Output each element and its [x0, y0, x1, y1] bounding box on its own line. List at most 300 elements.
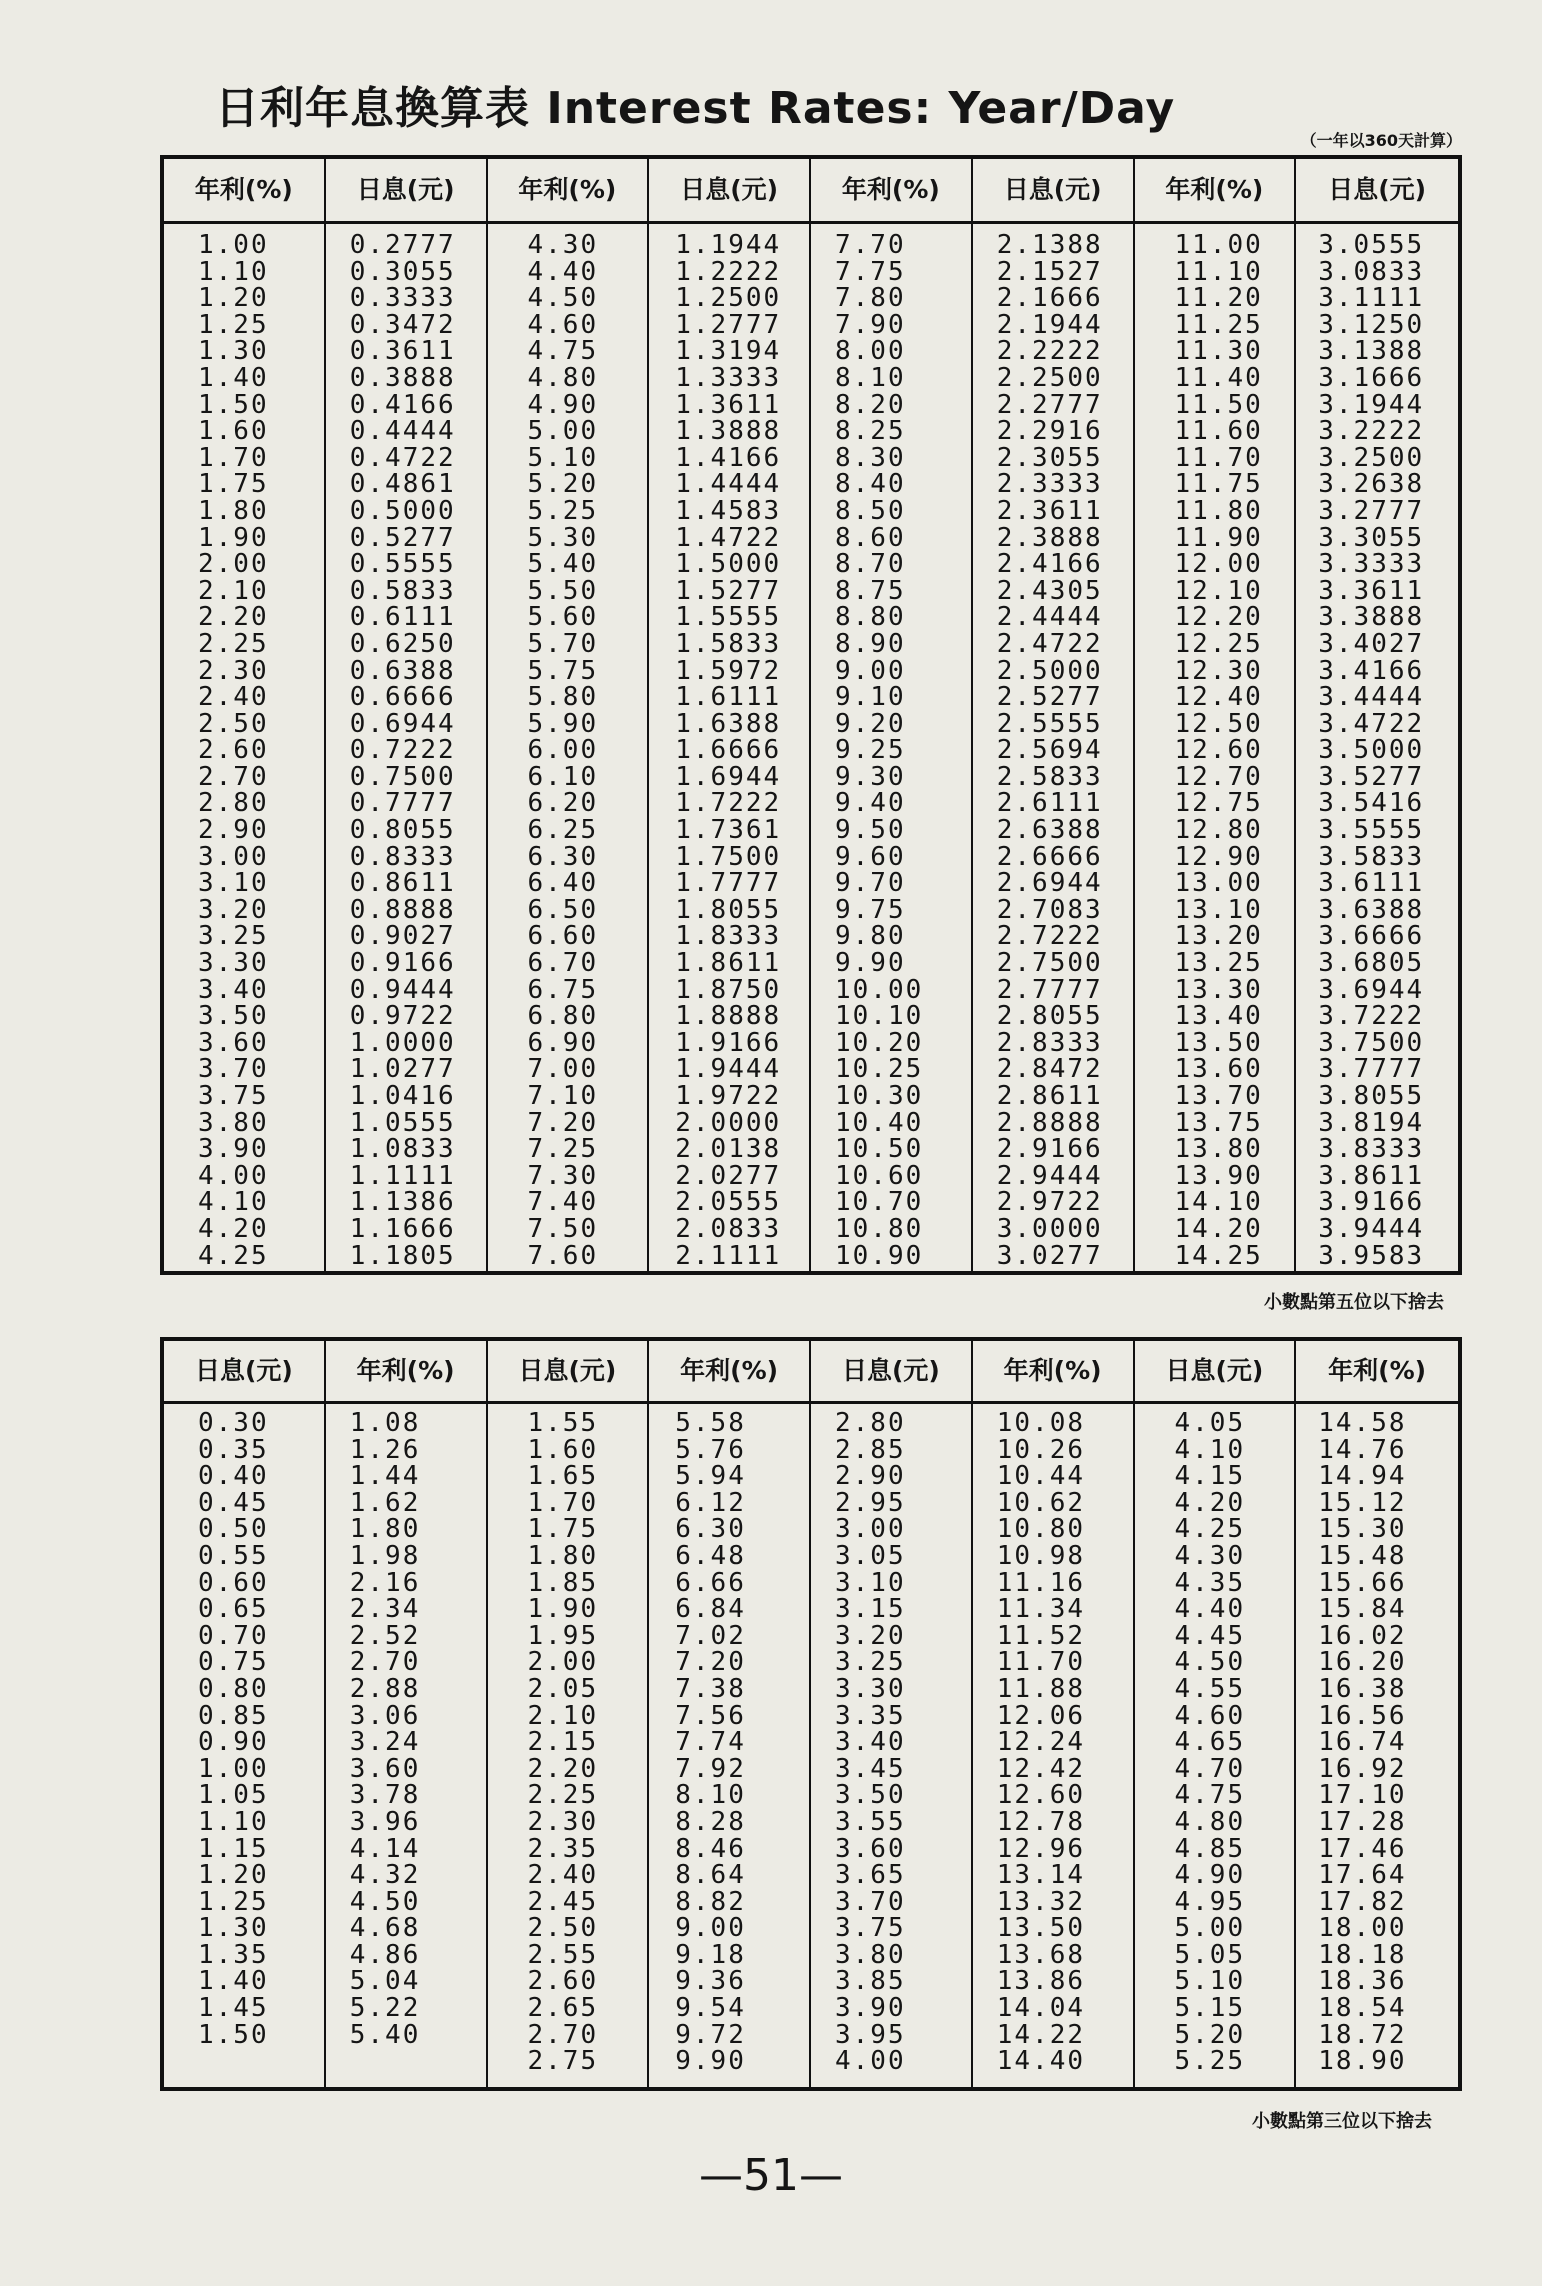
table-cell: 2.2777: [996, 389, 1103, 420]
table-cell: 10.10: [835, 1001, 924, 1032]
table-cell: 6.84: [675, 1594, 746, 1625]
table-cell: 6.80: [527, 1001, 599, 1032]
table-cell: 3.95: [835, 2019, 906, 2050]
table-cell: 13.32: [996, 1886, 1086, 1917]
table-cell: 18.72: [1318, 2019, 1407, 2050]
table-cell: 7.80: [835, 283, 906, 314]
table-cell: 16.02: [1318, 1620, 1407, 1651]
table-cell: 3.6944: [1318, 974, 1425, 1005]
table-cell: 4.95: [1174, 1886, 1246, 1917]
table-cell: 3.3611: [1318, 575, 1425, 606]
table-cell: 2.40: [527, 1860, 599, 1891]
table-cell: 3.7777: [1318, 1054, 1425, 1085]
table-cell: 1.5833: [675, 628, 782, 659]
table-cell: 16.56: [1318, 1700, 1407, 1731]
table-cell: 11.34: [996, 1594, 1086, 1625]
table-cell: 0.3611: [349, 336, 456, 367]
table-cell: 0.8888: [349, 894, 456, 925]
table-cell: 12.42: [996, 1753, 1086, 1784]
table-cell: 12.75: [1174, 788, 1263, 819]
table-cell: 2.45: [527, 1886, 599, 1917]
table-body: [164, 1404, 1458, 2087]
table-cell: 0.4444: [349, 416, 456, 447]
table-cell: 5.75: [527, 655, 599, 686]
table-cell: 5.58: [675, 1408, 746, 1438]
footnote-truncation: 小數點第五位以下捨去: [1264, 1292, 1444, 1313]
table-cell: 12.10: [1174, 575, 1263, 606]
table-cell: 0.5277: [349, 522, 456, 553]
table-cell: 1.45: [198, 1993, 269, 2024]
year-to-day-table: [160, 155, 1462, 1275]
table-cell: 4.50: [349, 1886, 421, 1917]
footnote-truncation: 小數點第三位以下捨去: [1252, 2111, 1432, 2132]
table-cell: 0.9166: [349, 948, 456, 979]
table-cell: 7.50: [527, 1213, 599, 1244]
table-cell: 1.5972: [675, 655, 782, 686]
table-cell: 1.80: [527, 1540, 599, 1571]
table-cell: 9.30: [835, 761, 906, 792]
table-cell: 1.15: [198, 1833, 269, 1864]
table-cell: 7.25: [527, 1134, 599, 1165]
table-cell: 1.95: [527, 1620, 599, 1651]
table-cell: 12.96: [996, 1833, 1086, 1864]
table-cell: 14.10: [1174, 1187, 1263, 1218]
table-cell: 3.40: [198, 974, 269, 1005]
table-cell: 5.20: [527, 469, 599, 500]
table-cell: 0.30: [198, 1408, 269, 1438]
table-cell: 1.90: [527, 1594, 599, 1625]
table-cell: 2.5000: [996, 655, 1103, 686]
table-cell: 3.10: [835, 1567, 906, 1598]
table-cell: 0.3472: [349, 309, 456, 340]
table-cell: 0.3888: [349, 362, 456, 393]
table-cell: 3.96: [349, 1806, 421, 1837]
header-annual-rate: 年利(%): [164, 159, 326, 221]
day-to-year-table: [160, 1337, 1462, 2091]
table-cell: 7.56: [675, 1700, 746, 1731]
table-cell: 6.66: [675, 1567, 746, 1598]
table-cell: 3.4444: [1318, 682, 1425, 713]
table-cell: 2.80: [835, 1408, 906, 1438]
table-cell: 7.74: [675, 1727, 746, 1758]
table-cell: 14.20: [1174, 1213, 1263, 1244]
table-cell: 2.34: [349, 1594, 421, 1625]
table-cell: 3.20: [835, 1620, 906, 1651]
table-cell: 5.80: [527, 682, 599, 713]
table-cell: 7.70: [835, 230, 906, 260]
table-cell: 3.90: [198, 1134, 269, 1165]
table-cell: 9.36: [675, 1966, 746, 1997]
table-cell: 1.20: [198, 1860, 269, 1891]
table-cell: 4.20: [1174, 1487, 1246, 1518]
table-cell: 1.60: [527, 1434, 599, 1465]
table-cell: 8.10: [835, 362, 906, 393]
table-cell: 1.2500: [675, 283, 782, 314]
table-cell: 3.4166: [1318, 655, 1425, 686]
table-cell: 3.5833: [1318, 841, 1425, 872]
table-cell: 10.08: [996, 1408, 1086, 1438]
table-cell: 6.00: [527, 735, 599, 766]
table-cell: 3.10: [198, 868, 269, 899]
header-annual-rate: 年利(%): [1328, 1356, 1427, 1385]
table-cell: 7.75: [835, 256, 906, 287]
table-cell: 11.75: [1174, 469, 1263, 500]
table-cell: 1.05: [198, 1780, 269, 1811]
table-cell: 9.90: [835, 948, 906, 979]
table-cell: 1.44: [349, 1461, 421, 1492]
table-cell: 3.6805: [1318, 948, 1425, 979]
table-cell: 3.00: [835, 1514, 906, 1545]
table-cell: 1.65: [527, 1461, 599, 1492]
table-cell: 0.4166: [349, 389, 456, 420]
table-cell: 1.30: [198, 1913, 269, 1944]
table-cell: 1.5000: [675, 549, 782, 580]
table-cell: 3.3333: [1318, 549, 1425, 580]
table-cell: 3.0000: [996, 1213, 1103, 1244]
table-cell: 1.30: [198, 336, 269, 367]
table-cell: 3.8611: [1318, 1160, 1425, 1191]
table-cell: 0.60: [198, 1567, 269, 1598]
table-cell: 3.4722: [1318, 708, 1425, 739]
table-cell: 3.50: [198, 1001, 269, 1032]
table-cell: 7.02: [675, 1620, 746, 1651]
table-cell: 1.50: [198, 389, 269, 420]
table-cell: 8.50: [835, 495, 906, 526]
table-cell: 9.10: [835, 682, 906, 713]
table-cell: 5.70: [527, 628, 599, 659]
table-cell: 0.55: [198, 1540, 269, 1571]
table-cell: 2.8055: [996, 1001, 1103, 1032]
table-cell: 1.0833: [349, 1134, 456, 1165]
table-cell: 10.70: [835, 1187, 924, 1218]
table-cell: 3.9444: [1318, 1213, 1425, 1244]
table-cell: 3.5277: [1318, 761, 1425, 792]
table-cell: 6.20: [527, 788, 599, 819]
table-cell: 3.5416: [1318, 788, 1425, 819]
table-cell: 9.20: [835, 708, 906, 739]
table-cell: 9.75: [835, 894, 906, 925]
table-cell: 8.75: [835, 575, 906, 606]
table-cell: 8.10: [675, 1780, 746, 1811]
table-column: [326, 1404, 488, 2087]
table-cell: 8.25: [835, 416, 906, 447]
table-cell: 10.80: [835, 1213, 924, 1244]
table-cell: 8.90: [835, 628, 906, 659]
table-cell: 9.00: [675, 1913, 746, 1944]
table-cell: 2.05: [527, 1673, 599, 1704]
table-cell: 4.10: [1174, 1434, 1246, 1465]
table-cell: 13.75: [1174, 1107, 1263, 1138]
table-cell: 2.10: [198, 575, 269, 606]
table-cell: 4.00: [198, 1160, 269, 1191]
table-cell: 0.5555: [349, 549, 456, 580]
table-cell: 16.38: [1318, 1673, 1407, 1704]
table-cell: 1.0555: [349, 1107, 456, 1138]
table-cell: 2.15: [527, 1727, 599, 1758]
table-cell: 3.0555: [1318, 230, 1425, 260]
table-cell: 5.22: [349, 1993, 421, 2024]
table-cell: 15.30: [1318, 1514, 1407, 1545]
table-cell: 11.25: [1174, 309, 1263, 340]
table-cell: 11.70: [996, 1647, 1086, 1678]
header-daily-interest: 日息(元): [1135, 1341, 1297, 1401]
table-cell: 0.7500: [349, 761, 456, 792]
table-cell: 1.08: [349, 1408, 421, 1438]
table-cell: 2.25: [198, 628, 269, 659]
table-cell: 1.4444: [675, 469, 782, 500]
table-cell: 3.06: [349, 1700, 421, 1731]
table-cell: 1.00: [198, 1753, 269, 1784]
table-cell: 4.20: [198, 1213, 269, 1244]
table-cell: 2.8472: [996, 1054, 1103, 1085]
table-cell: 3.7500: [1318, 1027, 1425, 1058]
table-cell: 5.00: [527, 416, 599, 447]
table-cell: 1.6666: [675, 735, 782, 766]
table-cell: 3.5555: [1318, 815, 1425, 846]
table-cell: 0.9722: [349, 1001, 456, 1032]
table-cell: 9.72: [675, 2019, 746, 2050]
table-cell: 2.4305: [996, 575, 1103, 606]
table-cell: 4.65: [1174, 1727, 1246, 1758]
table-cell: 1.4583: [675, 495, 782, 526]
table-cell: 8.30: [835, 442, 906, 473]
table-cell: 1.8055: [675, 894, 782, 925]
table-cell: 9.54: [675, 1993, 746, 2024]
table-cell: 0.9027: [349, 921, 456, 952]
table-cell: 10.00: [835, 974, 924, 1005]
table-cell: 1.0416: [349, 1081, 456, 1111]
table-cell: 3.8194: [1318, 1107, 1425, 1138]
table-cell: 8.20: [835, 389, 906, 420]
table-cell: 11.20: [1174, 283, 1263, 314]
table-cell: 7.00: [527, 1054, 599, 1085]
table-cell: 6.60: [527, 921, 599, 952]
table-cell: 13.60: [1174, 1054, 1263, 1085]
table-cell: 3.2500: [1318, 442, 1425, 473]
table-cell: 3.6666: [1318, 921, 1425, 952]
table-column: [973, 224, 1135, 1271]
table-cell: 13.14: [996, 1860, 1086, 1891]
table-cell: 1.2222: [675, 256, 782, 287]
table-cell: 3.80: [198, 1107, 269, 1138]
table-cell: 5.10: [1174, 1966, 1246, 1997]
table-cell: 3.60: [835, 1833, 906, 1864]
table-cell: 16.92: [1318, 1753, 1407, 1784]
table-cell: 3.1388: [1318, 336, 1425, 367]
table-cell: 3.9583: [1318, 1240, 1425, 1271]
table-cell: 0.6250: [349, 628, 456, 659]
table-cell: 1.85: [527, 1567, 599, 1598]
table-cell: 2.10: [527, 1700, 599, 1731]
table-cell: 17.64: [1318, 1860, 1407, 1891]
table-cell: 2.70: [198, 761, 269, 792]
table-cell: 0.40: [198, 1461, 269, 1492]
table-cell: 0.6388: [349, 655, 456, 686]
table-cell: 2.80: [198, 788, 269, 819]
table-cell: 3.00: [198, 841, 269, 872]
table-column: [164, 224, 326, 1271]
table-cell: 1.8750: [675, 974, 782, 1005]
table-cell: 1.8888: [675, 1001, 782, 1032]
table-cell: 1.60: [198, 416, 269, 447]
table-cell: 3.35: [835, 1700, 906, 1731]
table-cell: 2.5833: [996, 761, 1103, 792]
table-cell: 8.46: [675, 1833, 746, 1864]
table-cell: 1.40: [198, 1966, 269, 1997]
table-cell: 3.78: [349, 1780, 421, 1811]
table-cell: 3.1666: [1318, 362, 1425, 393]
table-cell: 13.90: [1174, 1160, 1263, 1191]
table-cell: 2.60: [527, 1966, 599, 1997]
table-cell: 14.94: [1318, 1461, 1407, 1492]
table-cell: 0.50: [198, 1514, 269, 1545]
table-cell: 2.30: [198, 655, 269, 686]
header-annual-rate: 年利(%): [326, 1341, 488, 1401]
table-cell: 4.86: [349, 1939, 421, 1970]
table-cell: 10.20: [835, 1027, 924, 1058]
table-cell: 1.25: [198, 309, 269, 340]
header-daily-interest: 日息(元): [649, 159, 811, 221]
table-cell: 3.1111: [1318, 283, 1425, 314]
table-cell: 0.3055: [349, 256, 456, 287]
table-cell: 2.9722: [996, 1187, 1103, 1218]
table-cell: 12.00: [1174, 549, 1263, 580]
table-cell: 6.40: [527, 868, 599, 899]
table-cell: 0.6666: [349, 682, 456, 713]
table-cell: 15.48: [1318, 1540, 1407, 1571]
table-cell: 4.60: [1174, 1700, 1246, 1731]
table-cell: 7.30: [527, 1160, 599, 1191]
table-cell: 5.20: [1174, 2019, 1246, 2050]
header-daily-interest: 日息(元): [164, 1341, 326, 1401]
table-cell: 3.15: [835, 1594, 906, 1625]
table-cell: 1.3611: [675, 389, 782, 420]
table-cell: 11.30: [1174, 336, 1263, 367]
table-body: [164, 224, 1458, 1271]
table-cell: 2.90: [198, 815, 269, 846]
table-cell: 3.5000: [1318, 735, 1425, 766]
table-cell: 13.40: [1174, 1001, 1263, 1032]
table-cell: 16.74: [1318, 1727, 1407, 1758]
table-cell: 0.8055: [349, 815, 456, 846]
table-cell: 18.18: [1318, 1939, 1407, 1970]
table-cell: 1.8333: [675, 921, 782, 952]
table-cell: 13.10: [1174, 894, 1263, 925]
table-cell: 13.50: [996, 1913, 1086, 1944]
table-cell: 8.82: [675, 1886, 746, 1917]
table-cell: 10.30: [835, 1081, 924, 1111]
table-cell: 15.12: [1318, 1487, 1407, 1518]
table-cell: 4.70: [1174, 1753, 1246, 1784]
table-cell: 2.3888: [996, 522, 1103, 553]
table-cell: 12.50: [1174, 708, 1263, 739]
table-cell: 4.40: [1174, 1594, 1246, 1625]
table-cell: 5.50: [527, 575, 599, 606]
table-cell: 2.20: [527, 1753, 599, 1784]
table-cell: 1.0277: [349, 1054, 456, 1085]
table-cell: 13.50: [1174, 1027, 1263, 1058]
table-cell: 2.95: [835, 1487, 906, 1518]
table-cell: 7.40: [527, 1187, 599, 1218]
table-cell: 0.70: [198, 1620, 269, 1651]
table-cell: 3.25: [198, 921, 269, 952]
table-cell: 8.64: [675, 1860, 746, 1891]
table-cell: 16.20: [1318, 1647, 1407, 1678]
table-cell: 3.75: [198, 1081, 269, 1111]
table-cell: 17.46: [1318, 1833, 1407, 1864]
table-cell: 12.60: [1174, 735, 1263, 766]
table-cell: 13.70: [1174, 1081, 1263, 1111]
table-cell: 12.06: [996, 1700, 1086, 1731]
table-cell: 2.7083: [996, 894, 1103, 925]
table-cell: 7.20: [527, 1107, 599, 1138]
table-cell: 6.30: [675, 1514, 746, 1545]
table-cell: 1.7361: [675, 815, 782, 846]
table-cell: 4.35: [1174, 1567, 1246, 1598]
table-cell: 3.1250: [1318, 309, 1425, 340]
table-cell: 4.40: [527, 256, 599, 287]
table-cell: 6.12: [675, 1487, 746, 1518]
table-cell: 3.1944: [1318, 389, 1425, 420]
table-cell: 0.6944: [349, 708, 456, 739]
table-cell: 2.16: [349, 1567, 421, 1598]
table-cell: 2.1666: [996, 283, 1103, 314]
table-cell: 3.0833: [1318, 256, 1425, 287]
table-cell: 5.90: [527, 708, 599, 739]
table-cell: 9.90: [675, 2046, 746, 2077]
table-cell: 2.00: [198, 549, 269, 580]
table-cell: 13.00: [1174, 868, 1263, 899]
table-cell: 1.98: [349, 1540, 421, 1571]
table-cell: 3.60: [198, 1027, 269, 1058]
header-daily-interest: 日息(元): [811, 1341, 973, 1401]
table-header-row: [164, 159, 1458, 224]
table-cell: 2.30: [527, 1806, 599, 1837]
table-cell: 1.90: [198, 522, 269, 553]
table-cell: 14.40: [996, 2046, 1086, 2077]
table-cell: 6.25: [527, 815, 599, 846]
table-column: [649, 1404, 811, 2087]
table-column: [811, 1404, 973, 2087]
calc-note: （一年以360天計算）: [1300, 131, 1462, 150]
table-cell: 3.25: [835, 1647, 906, 1678]
table-cell: 5.30: [527, 522, 599, 553]
table-cell: 12.80: [1174, 815, 1263, 846]
table-cell: 9.00: [835, 655, 906, 686]
table-cell: 10.44: [996, 1461, 1086, 1492]
table-cell: 2.5555: [996, 708, 1103, 739]
table-cell: 1.3194: [675, 336, 782, 367]
table-cell: 2.90: [835, 1461, 906, 1492]
header-annual-rate: 年利(%): [649, 1341, 811, 1401]
table-cell: 2.20: [198, 602, 269, 633]
table-cell: 13.25: [1174, 948, 1263, 979]
table-cell: 3.75: [835, 1913, 906, 1944]
table-cell: 14.04: [996, 1993, 1086, 2024]
table-cell: 1.2777: [675, 309, 782, 340]
table-cell: 5.15: [1174, 1993, 1246, 2024]
table-cell: 0.4722: [349, 442, 456, 473]
table-cell: 3.65: [835, 1860, 906, 1891]
table-cell: 5.25: [1174, 2046, 1246, 2077]
table-cell: 1.1944: [675, 230, 782, 260]
table-cell: 1.10: [198, 256, 269, 287]
table-cell: 5.40: [349, 2019, 421, 2050]
table-cell: 15.84: [1318, 1594, 1407, 1625]
table-column: [488, 224, 650, 1271]
table-cell: 3.90: [835, 1993, 906, 2024]
table-cell: 10.40: [835, 1107, 924, 1138]
